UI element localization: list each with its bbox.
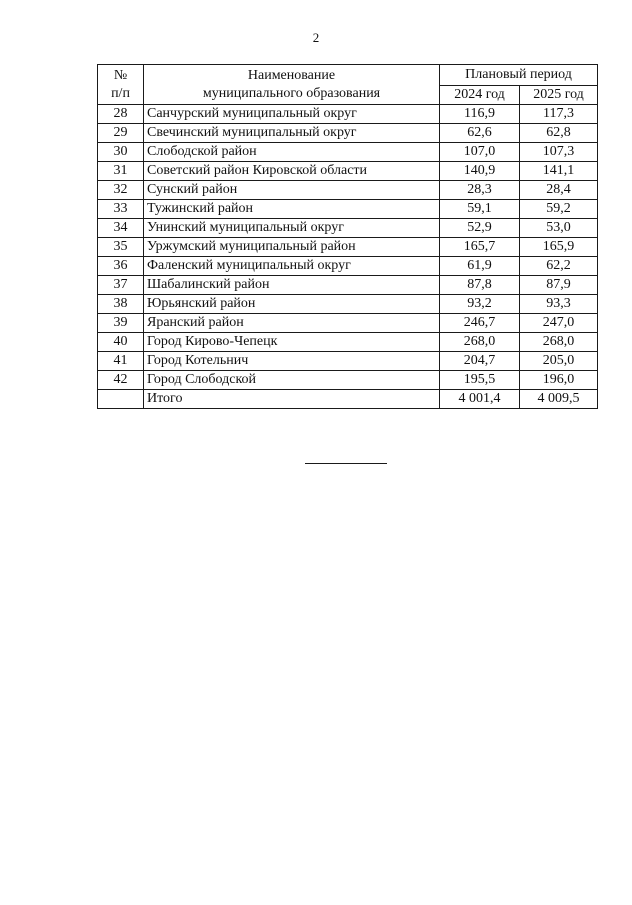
row-value-2024: 28,3: [440, 181, 520, 200]
row-number: 41: [98, 352, 144, 371]
row-value-2024: 61,9: [440, 257, 520, 276]
row-number: 39: [98, 314, 144, 333]
header-number: [98, 65, 144, 105]
table-row: [98, 314, 598, 333]
table-row: [98, 238, 598, 257]
row-number: 34: [98, 219, 144, 238]
row-municipality-name: Свечинский муниципальный округ: [144, 124, 440, 143]
header-year-2024: 2024 год: [440, 86, 520, 105]
row-value-2025: 53,0: [520, 219, 598, 238]
table-row: [98, 352, 598, 371]
table-header: [98, 65, 598, 105]
row-value-2025: 62,8: [520, 124, 598, 143]
allocation-table: [97, 64, 598, 409]
total-row: [98, 390, 598, 409]
row-municipality-name: Санчурский муниципальный округ: [144, 105, 440, 124]
row-value-2025: 196,0: [520, 371, 598, 390]
table-row: [98, 181, 598, 200]
row-value-2024: 140,9: [440, 162, 520, 181]
row-number: 42: [98, 371, 144, 390]
header-number-line1: №: [113, 67, 128, 83]
table-row: [98, 257, 598, 276]
row-municipality-name: Город Слободской: [144, 371, 440, 390]
row-value-2025: 87,9: [520, 276, 598, 295]
table-row: [98, 200, 598, 219]
row-value-2025: 205,0: [520, 352, 598, 371]
row-municipality-name: Юрьянский район: [144, 295, 440, 314]
row-value-2025: 141,1: [520, 162, 598, 181]
header-name-line1: Наименование: [247, 67, 336, 83]
row-number: 36: [98, 257, 144, 276]
table-row: [98, 143, 598, 162]
row-value-2025: 28,4: [520, 181, 598, 200]
row-number: 31: [98, 162, 144, 181]
row-number: 35: [98, 238, 144, 257]
row-municipality-name: Уржумский муниципальный район: [144, 238, 440, 257]
page-number: 2: [312, 30, 320, 45]
row-number: 38: [98, 295, 144, 314]
row-value-2024: 268,0: [440, 333, 520, 352]
row-value-2024: 87,8: [440, 276, 520, 295]
row-municipality-name: Шабалинский район: [144, 276, 440, 295]
row-value-2025: 165,9: [520, 238, 598, 257]
header-year-2025: 2025 год: [520, 86, 598, 105]
row-value-2025: 107,3: [520, 143, 598, 162]
row-number: 29: [98, 124, 144, 143]
row-value-2024: 165,7: [440, 238, 520, 257]
row-number: 28: [98, 105, 144, 124]
header-planning-period: Плановый период: [440, 65, 598, 86]
row-value-2025: 59,2: [520, 200, 598, 219]
row-number: 40: [98, 333, 144, 352]
row-value-2025: 117,3: [520, 105, 598, 124]
table-row: [98, 105, 598, 124]
closing-divider-line: [305, 463, 387, 464]
row-value-2024: 195,5: [440, 371, 520, 390]
row-value-2025: 268,0: [520, 333, 598, 352]
total-value-2024: 4 001,4: [440, 390, 520, 409]
row-value-2024: 52,9: [440, 219, 520, 238]
row-number: 37: [98, 276, 144, 295]
table-row: [98, 371, 598, 390]
row-value-2024: 116,9: [440, 105, 520, 124]
row-value-2024: 107,0: [440, 143, 520, 162]
row-number: 33: [98, 200, 144, 219]
table-row: [98, 276, 598, 295]
row-value-2024: 59,1: [440, 200, 520, 219]
row-municipality-name: Фаленский муниципальный округ: [144, 257, 440, 276]
table-row: [98, 124, 598, 143]
row-municipality-name: Яранский район: [144, 314, 440, 333]
row-value-2025: 62,2: [520, 257, 598, 276]
row-value-2024: 62,6: [440, 124, 520, 143]
row-number: 30: [98, 143, 144, 162]
row-municipality-name: Тужинский район: [144, 200, 440, 219]
header-name-line2: муниципального образования: [202, 85, 381, 101]
row-value-2025: 93,3: [520, 295, 598, 314]
row-municipality-name: Слободской район: [144, 143, 440, 162]
header-number-line2: п/п: [111, 85, 130, 101]
row-value-2024: 93,2: [440, 295, 520, 314]
row-number: 32: [98, 181, 144, 200]
row-municipality-name: Советский район Кировской области: [144, 162, 440, 181]
table-row: [98, 295, 598, 314]
header-name: [144, 65, 440, 105]
row-municipality-name: Сунский район: [144, 181, 440, 200]
table-row: [98, 219, 598, 238]
row-municipality-name: Город Кирово-Чепецк: [144, 333, 440, 352]
row-value-2025: 247,0: [520, 314, 598, 333]
total-label: Итого: [144, 390, 440, 409]
total-number: [98, 390, 144, 409]
row-municipality-name: Город Котельнич: [144, 352, 440, 371]
table-row: [98, 333, 598, 352]
total-value-2025: 4 009,5: [520, 390, 598, 409]
table-body: [98, 105, 598, 409]
row-value-2024: 246,7: [440, 314, 520, 333]
table-row: [98, 162, 598, 181]
row-municipality-name: Унинский муниципальный округ: [144, 219, 440, 238]
row-value-2024: 204,7: [440, 352, 520, 371]
